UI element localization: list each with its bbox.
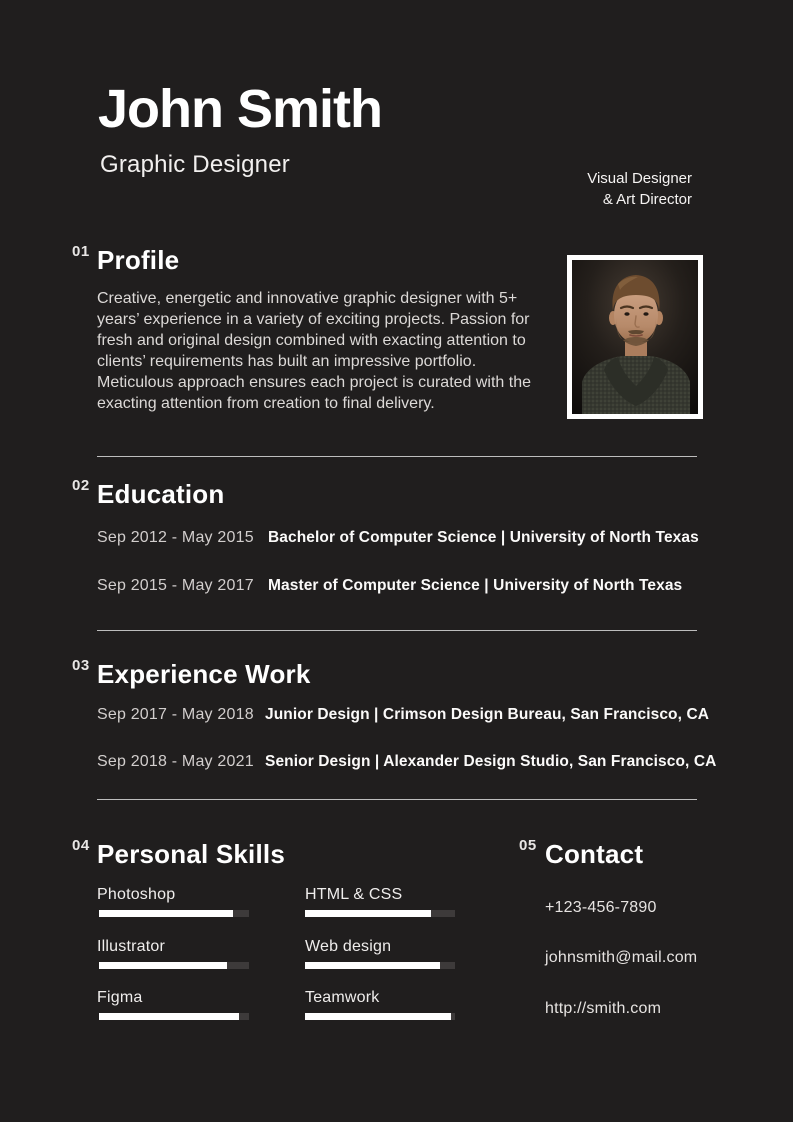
tagline-line-1: Visual Designer xyxy=(587,170,692,187)
contact-section-number: 05 xyxy=(519,837,537,854)
profile-section-title: Profile xyxy=(97,245,180,275)
person-name: John Smith xyxy=(98,79,382,139)
education-row-detail: Master of Computer Science | University of North Texas xyxy=(268,577,683,594)
section-divider xyxy=(97,799,697,800)
contact-website: http://smith.com xyxy=(545,1000,662,1017)
skill-bar xyxy=(305,962,455,969)
skill-label: Web design xyxy=(305,938,392,955)
contact-phone: +123-456-7890 xyxy=(545,899,657,916)
experience-section-number: 03 xyxy=(72,657,90,674)
education-row-dates: Sep 2015 - May 2017 xyxy=(97,577,254,594)
skill-bar xyxy=(99,910,249,917)
contact-section-title: Contact xyxy=(545,839,644,869)
education-row-dates: Sep 2012 - May 2015 xyxy=(97,529,254,546)
skills-section-number: 04 xyxy=(72,837,90,854)
skill-bar xyxy=(305,1013,455,1020)
contact-email: johnsmith@mail.com xyxy=(545,949,698,966)
skill-bar-fill xyxy=(99,962,227,969)
skill-label: Teamwork xyxy=(305,989,380,1006)
skills-section-title: Personal Skills xyxy=(97,839,285,869)
experience-row-detail: Junior Design | Crimson Design Bureau, San Francisco, CA xyxy=(265,706,710,723)
profile-section-number: 01 xyxy=(72,243,90,260)
skill-label: HTML & CSS xyxy=(305,886,403,903)
education-section-number: 02 xyxy=(72,477,90,494)
skill-label: Figma xyxy=(97,989,143,1006)
experience-row-detail: Senior Design | Alexander Design Studio, San Francisco, CA xyxy=(265,753,717,770)
skill-bar-fill xyxy=(305,1013,451,1020)
skill-bar xyxy=(99,1013,249,1020)
experience-row-dates: Sep 2018 - May 2021 xyxy=(97,753,254,770)
skill-label: Photoshop xyxy=(97,886,176,903)
education-row-detail: Bachelor of Computer Science | University of North Texas xyxy=(268,529,699,546)
skill-bar xyxy=(99,962,249,969)
skill-bar xyxy=(305,910,455,917)
profile-summary-text: Creative, energetic and innovative graphic designer with 5+ years’ experience in a variety of exciting projects. Passion for fresh and original design combined with exacting attention to clients’ requirements has built an impressive portfolio. Meticulous approach ensures each project is curated with the exacting attention from creation to final delivery. xyxy=(97,290,532,412)
skill-bar-fill xyxy=(305,962,440,969)
skill-label: Illustrator xyxy=(97,938,165,955)
experience-row-dates: Sep 2017 - May 2018 xyxy=(97,706,254,723)
skill-bar-fill xyxy=(305,910,431,917)
education-section-title: Education xyxy=(97,479,225,509)
skill-bar-fill xyxy=(99,910,233,917)
section-divider xyxy=(97,456,697,457)
photo-frame xyxy=(567,255,703,419)
person-role: Graphic Designer xyxy=(100,151,290,178)
tagline xyxy=(587,168,692,210)
tagline-line-2: & Art Director xyxy=(602,191,692,208)
profile-photo xyxy=(572,260,698,414)
skill-bar-fill xyxy=(99,1013,239,1020)
experience-section-title: Experience Work xyxy=(97,659,311,689)
section-divider xyxy=(97,630,697,631)
